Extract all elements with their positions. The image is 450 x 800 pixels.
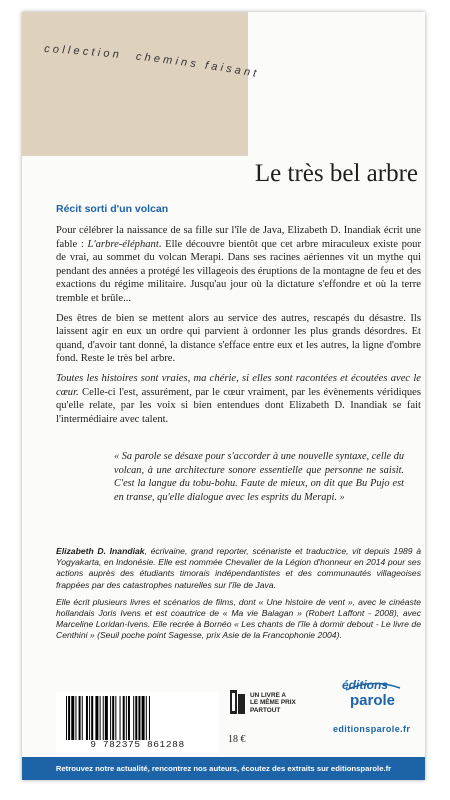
synopsis <box>56 224 421 432</box>
synopsis-paragraph-2: Des êtres de bien se mettent alors au service des autres, rescapés du désastre. Ils laissent agir en eux un ordre qui parvient à ordonner les plus grands désordres. Et quand, d'avoir tant donné, la distance s'efface entre eux et les autres, la ligne d'ombre fond. Reste le très bel arbre. <box>56 312 421 365</box>
price: 18 € <box>228 734 246 745</box>
author-bio-paragraph-1: Elizabeth D. Inandiak, écrivaine, grand reporter, scénariste et traductrice, vit depuis 1989 à Yogyakarta, en Indonésie. Elle est nommée Chevalier de la Légion d'honneur en 2014 pour ses actions auprès des étudiants timorais indépendantistes et des communautés villageoises frappées par des catastrophes naturelles sur l'île de Java. <box>56 546 421 590</box>
footer-banner: Retrouvez notre actualité, rencontrez nos auteurs, écoutez des extraits sur editionsparole.fr <box>22 757 425 780</box>
collection-arc-text <box>22 12 425 132</box>
author-bio-paragraph-2: Elle écrit plusieurs livres et scénarios de films, dont « Une histoire de vent », avec le cinéaste hollandais Joris Ivens et est coautrice de « Ma vie Balagan » (Robert Laffont - 2008), avec Marceline Loridan-Ivens. Elle recrée à Bornéo « Les chants de l'île à dormir debout - Le livre de Centhini » (Seuil poche point Sagesse, prix Asie de la Francophonie 2004). <box>56 596 421 641</box>
book-subtitle: Récit sorti d'un volcan <box>56 203 169 215</box>
back-cover <box>22 12 425 780</box>
synopsis-paragraph-3: Toutes les histoires sont vraies, ma chérie, si elles sont racontées et écoutées avec le cœur. Celle-ci l'est, assurément, par le cœur vraiment, par les évènements véridiques qu'elle relate, par les voix si bien entendues dont Elizabeth D. Inandiak se fait l'intermédiaire avec talent. <box>56 372 421 425</box>
isbn-number: 9 782375 861288 <box>90 739 185 750</box>
collection-label: collection <box>43 43 123 62</box>
pull-quote: « Sa parole se désaxe pour s'accorder à une nouvelle syntaxe, celle du volcan, à une architecture sonore essentielle que personne ne saisit. C'est la langue du tobu-bohu. Faute de mieux, on dit que Bu Pujo est en transe, qu'elle dialogue avec les esprits du Merapi. » <box>114 451 404 503</box>
synopsis-paragraph-1: Pour célébrer la naissance de sa fille sur l'île de Java, Elizabeth D. Inandiak écrit une fable : L'arbre-éléphant. Elle découvre bientôt que cet arbre miraculeux existe pour de vrai, au sommet du volcan Merapi. Dans ses racines aériennes vit un mythe qui pendant des années a protégé les villageois des éruptions de la montagne de feu et des exactions du régime militaire. Jusqu'au jour où la dictature s'effondre et où la terre tremble et brûle... <box>56 225 421 304</box>
isbn-barcode <box>56 692 219 754</box>
publisher-logo-top: éditions <box>342 678 389 692</box>
author-bio <box>56 546 421 648</box>
publisher-logo <box>342 676 402 718</box>
publisher-url[interactable]: editionsparole.fr <box>333 724 411 734</box>
collection-name: chemins faisant <box>135 50 261 81</box>
author-name: Elizabeth D. Inandiak <box>56 546 145 556</box>
svg-text:collectionchemins faisant <box>44 43 261 80</box>
book-price-icon <box>230 690 246 714</box>
prix-unique-logo: UN LIVRE A LE MÊME PRIX PARTOUT <box>230 684 326 720</box>
barcode-bars <box>66 696 212 740</box>
book-title: Le très bel arbre <box>254 160 418 187</box>
publisher-logo-bottom: parole <box>350 692 396 709</box>
